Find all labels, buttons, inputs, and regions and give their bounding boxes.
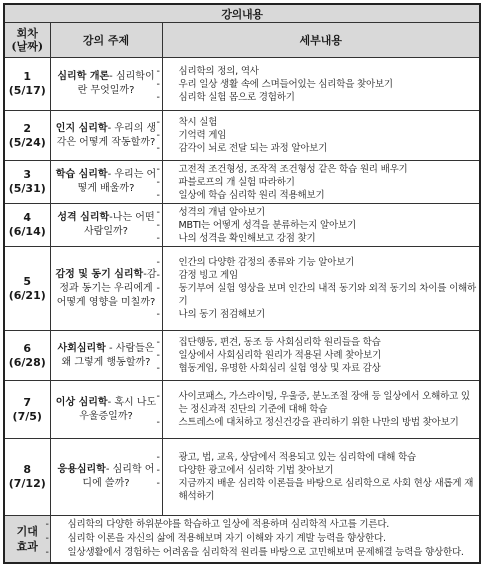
topic-question: - 혹시 나도 우울증일까?	[79, 396, 157, 422]
session-row	[4, 331, 480, 381]
detail-item	[156, 91, 477, 104]
header-details: 세부내용	[162, 23, 480, 58]
session-row	[4, 247, 480, 331]
bullet-dash: -	[156, 206, 160, 218]
session-number: 6	[23, 341, 32, 355]
bullet-dash: -	[156, 478, 160, 489]
topic-cell	[50, 247, 162, 331]
bullet-dash: -	[156, 363, 160, 374]
detail-text: 나의 동기 점검해보기	[178, 309, 265, 320]
session-date: (5/17)	[8, 84, 46, 97]
bullet-dash: -	[156, 130, 160, 141]
details-cell	[156, 331, 480, 381]
bullet-dash: -	[45, 519, 49, 530]
topic-title: 응용심리학	[57, 464, 106, 475]
session-date: (5/31)	[8, 182, 46, 195]
effect-text: 심리학의 다양한 하위분야를 학습하고 일상에 적용하며 심리학적 사고를 기른다.	[67, 519, 390, 530]
details-cell	[156, 111, 480, 161]
session-row	[4, 58, 480, 111]
detail-text: 협동게임, 유명한 사회심리 실험 영상 및 자료 감상	[178, 363, 381, 374]
header-session-line1: 회차	[16, 27, 38, 40]
details-cell	[156, 161, 480, 204]
detail-item	[156, 232, 477, 245]
header-row	[4, 23, 480, 58]
bullet-dash: -	[45, 547, 49, 558]
session-row	[4, 439, 480, 516]
topic-question: - 사람들은 왜 그렇게 행동할까?	[61, 342, 155, 368]
bullet-dash: -	[156, 65, 160, 77]
detail-item	[156, 142, 477, 155]
bullet-dash: -	[156, 91, 160, 103]
session-cell	[4, 247, 50, 331]
bullet-dash: -	[156, 257, 160, 268]
topic-cell	[50, 381, 162, 439]
effect-row	[4, 516, 480, 564]
bullet-dash: -	[156, 270, 160, 281]
topic-question: - 우리는 어떻게 배울까?	[77, 169, 157, 194]
bullet-dash: -	[156, 283, 160, 294]
session-cell	[4, 58, 50, 111]
detail-item	[156, 206, 477, 219]
topic-title: 사회심리학	[57, 342, 106, 354]
bullet-dash: -	[156, 465, 160, 476]
effect-items	[45, 516, 480, 564]
effect-label-line1: 기대	[16, 525, 38, 538]
session-row	[4, 161, 480, 204]
session-number: 3	[23, 168, 32, 181]
bullet-dash: -	[156, 391, 160, 402]
topic-title: 감정 및 동기 심리학	[55, 268, 144, 280]
session-cell	[4, 331, 50, 381]
detail-item	[156, 451, 477, 464]
bullet-dash: -	[45, 533, 49, 544]
topic-title: 이상 심리학	[55, 396, 108, 408]
topic-question: -나는 어떤 사람일까?	[84, 212, 155, 237]
session-date: (7/12)	[8, 477, 46, 490]
topic-title: 인지 심리학	[55, 122, 108, 134]
details-cell	[156, 247, 480, 331]
topic-question: -감정과 동기는 우리에게 어떻게 영향을 미칠까?	[56, 268, 157, 308]
bullet-dash: -	[156, 417, 160, 428]
topic-cell	[50, 58, 162, 111]
effect-text: 심리학 이론을 자신의 삶에 적용해보며 자기 이해와 자기 계발 능력을 향상한다.	[67, 533, 386, 544]
bullet-dash: -	[156, 143, 160, 154]
lecture-content-table	[3, 3, 481, 564]
session-date: (6/21)	[8, 288, 46, 302]
details-cell	[156, 58, 480, 111]
effect-label-line2: 효과	[16, 540, 38, 553]
detail-item	[156, 78, 477, 91]
bullet-dash: -	[156, 232, 160, 244]
bullet-dash: -	[156, 176, 160, 188]
detail-item	[156, 477, 477, 503]
effect-item	[45, 546, 477, 560]
detail-text: 파블로프의 개 실험 따라하기	[178, 176, 295, 188]
detail-text: 감정 빙고 게임	[178, 270, 239, 281]
table-title-row	[4, 4, 480, 23]
session-number: 7	[23, 395, 32, 409]
topic-question: - 심리학이란 무엇일까?	[77, 71, 155, 96]
detail-item	[156, 176, 477, 189]
session-number: 5	[23, 274, 32, 288]
detail-text: 다양한 광고에서 심리학 기법 찾아보기	[178, 465, 334, 476]
session-number: 4	[23, 211, 32, 224]
lecture-content-table-container	[3, 3, 479, 564]
detail-text: 우리 일상 생활 속에 스며들어있는 심리학을 찾아보기	[178, 78, 393, 90]
detail-item	[156, 308, 477, 321]
detail-text: 동기부여 실험 영상을 보며 인간의 내적 동기와 외적 동기의 차이를 이해하기	[178, 283, 477, 307]
session-row	[4, 204, 480, 247]
effect-item	[45, 532, 477, 546]
detail-text: 나의 성격을 확인해보고 강점 찾기	[178, 232, 316, 244]
topic-cell	[50, 161, 162, 204]
bullet-dash: -	[156, 452, 160, 463]
detail-item	[156, 390, 477, 416]
detail-text: 성격의 개념 알아보기	[178, 206, 265, 218]
detail-text: 일상에 학습 심리학 원리 적용해보기	[178, 189, 325, 201]
detail-item	[156, 219, 477, 232]
detail-item	[156, 336, 477, 349]
effect-item	[45, 518, 477, 532]
detail-item	[156, 362, 477, 375]
topic-cell	[50, 111, 162, 161]
topic-cell	[50, 331, 162, 381]
bullet-dash: -	[156, 219, 160, 231]
topic-title: 심리학 개론	[57, 71, 110, 82]
detail-text: 지금까지 배운 심리학 이론들을 바탕으로 심리학으로 사회 현상 새롭게 재해석하기	[178, 478, 474, 502]
detail-item	[156, 65, 477, 78]
bullet-dash: -	[156, 309, 160, 320]
detail-text: 심리학의 정의, 역사	[178, 65, 259, 77]
bullet-dash: -	[156, 189, 160, 201]
session-cell	[4, 204, 50, 247]
session-number: 8	[23, 463, 32, 476]
topic-cell	[50, 439, 162, 516]
session-number: 1	[23, 70, 32, 83]
effect-label	[4, 516, 50, 564]
detail-item	[156, 116, 477, 129]
session-number: 2	[23, 121, 32, 135]
table-title: 강의내용	[4, 4, 480, 23]
detail-text: 스트레스에 대처하고 정신건강을 관리하기 위한 나만의 방법 찾아보기	[178, 417, 459, 428]
bullet-dash: -	[156, 337, 160, 348]
effect-text: 일상생활에서 경험하는 어려움을 심리학적 원리를 바탕으로 고민해보며 문제해결 능력을 향상한다.	[67, 547, 464, 558]
detail-text: 착시 실험	[178, 117, 218, 128]
detail-text: 기억력 게임	[178, 130, 227, 141]
topic-title: 성격 심리학	[57, 212, 110, 223]
details-cell	[156, 204, 480, 247]
detail-item	[156, 163, 477, 176]
bullet-dash: -	[156, 350, 160, 361]
session-cell	[4, 439, 50, 516]
detail-item	[156, 256, 477, 269]
header-session	[4, 23, 50, 58]
details-cell	[156, 381, 480, 439]
session-row	[4, 381, 480, 439]
detail-item	[156, 416, 477, 429]
detail-text: MBTI는 어떻게 성격을 분류하는지 알아보기	[178, 219, 356, 231]
header-session-line2: (날짜)	[11, 40, 44, 53]
detail-item	[156, 189, 477, 202]
bullet-dash: -	[156, 117, 160, 128]
session-rows	[4, 58, 480, 516]
detail-text: 감각이 뇌로 전달 되는 과정 알아보기	[178, 143, 328, 154]
session-date: (6/28)	[8, 355, 46, 369]
detail-item	[156, 129, 477, 142]
details-cell	[156, 439, 480, 516]
detail-text: 인간의 다양한 감정의 종류와 기능 알아보기	[178, 257, 355, 268]
session-row	[4, 111, 480, 161]
bullet-dash: -	[156, 163, 160, 175]
session-date: (5/24)	[8, 135, 46, 149]
detail-text: 고전적 조건형성, 조작적 조건형성 같은 학습 원리 배우기	[178, 163, 408, 175]
detail-text: 집단행동, 편견, 동조 등 사회심리학 원리들을 학습	[178, 337, 381, 348]
detail-item	[156, 464, 477, 477]
detail-item	[156, 282, 477, 308]
detail-item	[156, 349, 477, 362]
topic-question: - 심리학 어디에 쓸까?	[82, 464, 155, 489]
detail-text: 광고, 법, 교육, 상담에서 적용되고 있는 심리학에 대해 학습	[178, 452, 416, 463]
session-date: (7/5)	[12, 409, 42, 423]
bullet-dash: -	[156, 78, 160, 90]
session-cell	[4, 161, 50, 204]
detail-text: 심리학 실험 몸으로 경험하기	[178, 91, 295, 103]
header-topic: 강의 주제	[50, 23, 162, 58]
session-cell	[4, 381, 50, 439]
detail-text: 사이코패스, 가스라이팅, 우울증, 분노조절 장애 등 일상에서 오해하고 있는 정신과적 진단의 기준에 대해 학습	[178, 391, 470, 415]
topic-title: 학습 심리학	[55, 169, 108, 180]
session-date: (6/14)	[8, 225, 46, 238]
detail-text: 일상에서 사회심리학 원리가 적용된 사례 찾아보기	[178, 350, 382, 361]
session-cell	[4, 111, 50, 161]
topic-cell	[50, 204, 162, 247]
detail-item	[156, 269, 477, 282]
topic-question: - 우리의 생각은 어떻게 작동할까?	[56, 122, 157, 148]
